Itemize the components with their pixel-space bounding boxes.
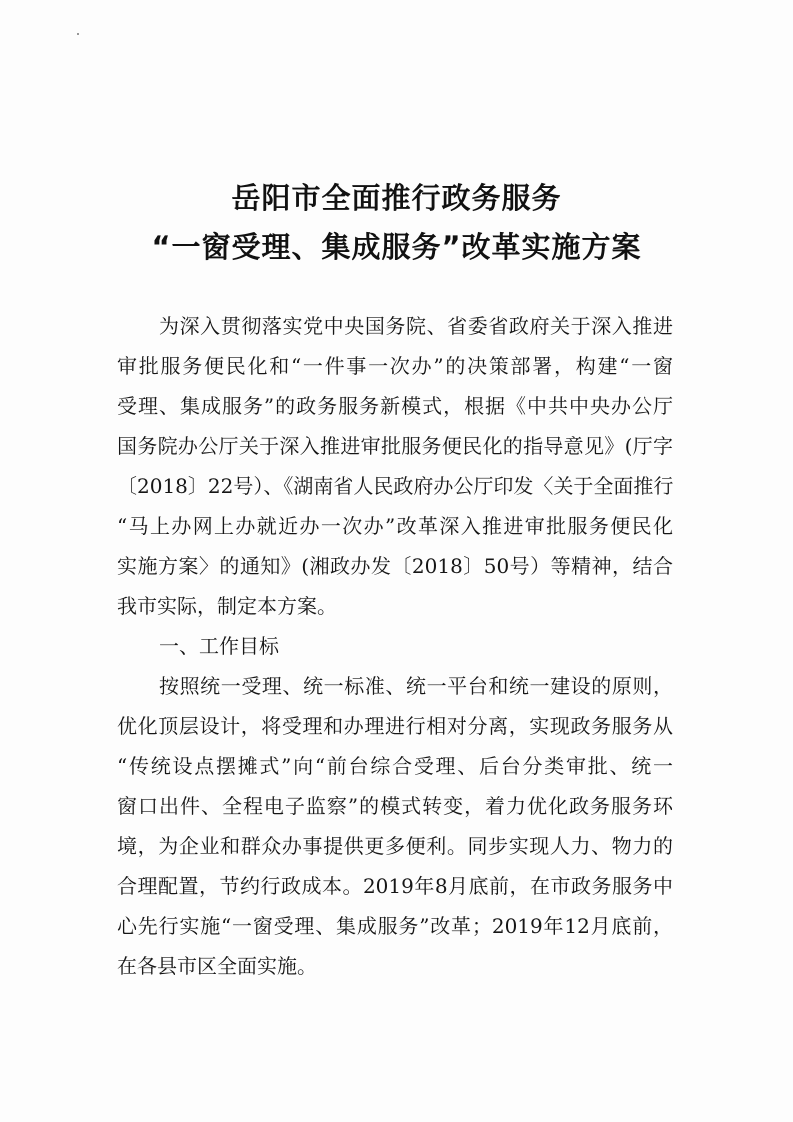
paragraph-2-line: 合理配置，节约行政成本。2019年8月底前，在市政务服务中: [117, 874, 673, 898]
paragraph-1-line: “马上办网上办就近办一次办”改革深入推进审批服务便民化: [117, 514, 673, 538]
paragraph-1-line: 〔2018〕22号）、《湖南省人民政府办公厅印发〈关于全面推行: [117, 474, 673, 498]
document-title-line-2: “一窗受理、集成服务”改革实施方案: [151, 230, 642, 264]
paragraph-1-line: 我市实际，制定本方案。: [117, 594, 337, 618]
paragraph-1-line: 审批服务便民化和“一件事一次办”的决策部署，构建“一窗: [117, 354, 673, 378]
paragraph-2-line: 心先行实施“一窗受理、集成服务”改革；2019年12月底前，: [117, 914, 673, 938]
scan-speck: [77, 33, 79, 35]
paragraph-2-line: 优化顶层设计，将受理和办理进行相对分离，实现政务服务从: [117, 714, 673, 738]
paragraph-2-line: 在各县市区全面实施。: [117, 954, 317, 978]
paragraph-1-line: 为深入贯彻落实党中央国务院、省委省政府关于深入推进: [159, 314, 673, 338]
paragraph-2-line: 境，为企业和群众办事提供更多便利。同步实现人力、物力的: [117, 834, 673, 858]
document-body: [117, 306, 673, 986]
section-heading: 一、工作目标: [159, 634, 279, 658]
paragraph-1-line: 实施方案〉的通知》(湘政办发〔2018〕50号）等精神，结合: [117, 554, 673, 578]
paragraph-2-line: 窗口出件、全程电子监察”的模式转变，着力优化政务服务环: [117, 794, 673, 818]
paragraph-1-line: 国务院办公厅关于深入推进审批服务便民化的指导意见》(厅字: [117, 434, 673, 458]
paragraph-1-line: 受理、集成服务”的政务服务新模式，根据《中共中央办公厅: [117, 394, 673, 418]
paragraph-2-line: 按照统一受理、统一标准、统一平台和统一建设的原则，: [159, 674, 673, 698]
paragraph-2-line: “传统设点摆摊式”向“前台综合受理、后台分类审批、统一: [117, 754, 673, 778]
document-title-line-1: 岳阳市全面推行政务服务: [231, 181, 562, 215]
